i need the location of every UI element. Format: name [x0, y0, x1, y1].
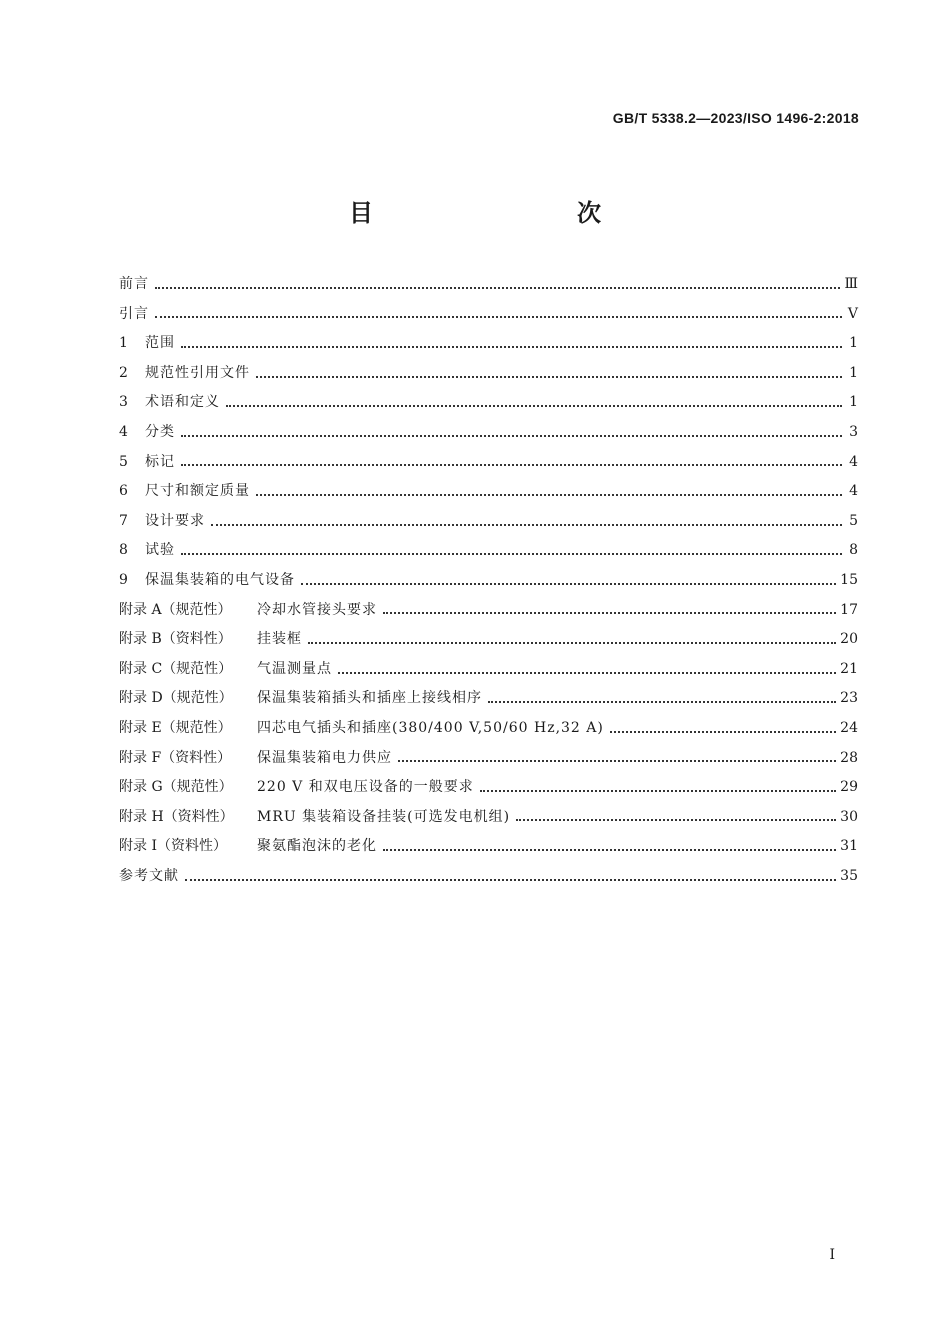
toc-entry-title: 保温集装箱插头和插座上接线相序	[257, 690, 482, 707]
toc-entry-title: 术语和定义	[145, 394, 220, 411]
toc-entry-page: 30	[840, 808, 858, 825]
toc-dot-leader	[516, 810, 836, 824]
toc-dot-leader	[398, 751, 836, 765]
toc-entry[interactable]	[119, 862, 858, 892]
toc-entry[interactable]	[119, 832, 858, 862]
toc-entry-page: 20	[840, 631, 858, 648]
toc-dot-leader	[383, 840, 836, 854]
toc-dot-leader	[181, 455, 842, 469]
toc-entry[interactable]	[119, 359, 858, 389]
toc-entry-number: 8	[119, 542, 128, 559]
toc-entry[interactable]	[119, 744, 858, 774]
toc-entry-appendix-label: 附录 D（规范性）	[119, 690, 233, 707]
toc-entry-page: 4	[849, 483, 858, 500]
toc-dot-leader	[488, 692, 836, 706]
toc-entry-number: 5	[119, 453, 128, 470]
toc-entry[interactable]	[119, 596, 858, 626]
toc-dot-leader	[338, 663, 836, 677]
toc-entry-page: 23	[840, 690, 858, 707]
toc-dot-leader	[226, 396, 842, 410]
toc-entry-number: 7	[119, 512, 128, 529]
toc-dot-leader	[155, 278, 840, 292]
toc-entry-page: 28	[840, 749, 858, 766]
toc-entry-title: 聚氨酯泡沫的老化	[257, 838, 377, 855]
toc-entry-number: 1	[119, 335, 128, 352]
toc-dot-leader	[480, 781, 836, 795]
toc-entry-appendix-label: 附录 G（规范性）	[119, 779, 233, 796]
toc-entry-title: MRU 集装箱设备挂装(可选发电机组)	[257, 808, 511, 825]
table-of-contents	[119, 270, 858, 891]
toc-entry-page: 31	[840, 838, 858, 855]
toc-entry-page: 4	[849, 453, 858, 470]
toc-entry-appendix-label: 附录 A（规范性）	[119, 601, 232, 618]
toc-entry[interactable]	[119, 625, 858, 655]
toc-dot-leader	[610, 722, 836, 736]
toc-entry[interactable]	[119, 714, 858, 744]
toc-entry-number: 6	[119, 483, 128, 500]
toc-entry-page: 3	[849, 423, 858, 440]
toc-entry-title: 气温测量点	[257, 660, 332, 677]
toc-entry-appendix-label: 附录 B（资料性）	[119, 631, 232, 648]
toc-entry-number: 3	[119, 394, 128, 411]
standard-number-header: GB/T 5338.2—2023/ISO 1496-2:2018	[612, 110, 859, 126]
toc-entry-title: 四芯电气插头和插座(380/400 V,50/60 Hz,32 A)	[257, 719, 604, 736]
toc-entry-title: 尺寸和额定质量	[145, 483, 250, 500]
toc-entry[interactable]	[119, 803, 858, 833]
toc-dot-leader	[155, 307, 842, 321]
toc-dot-leader	[181, 337, 842, 351]
toc-entry-title: 规范性引用文件	[145, 364, 250, 381]
toc-entry[interactable]	[119, 270, 858, 300]
toc-entry-title: 保温集装箱电力供应	[257, 749, 392, 766]
toc-entry-page: Ⅲ	[844, 276, 858, 292]
toc-entry[interactable]	[119, 684, 858, 714]
toc-entry[interactable]	[119, 388, 858, 418]
toc-entry-number: 2	[119, 364, 128, 381]
toc-entry-title: 冷却水管接头要求	[257, 601, 377, 618]
toc-entry-page: 35	[840, 867, 858, 884]
toc-entry-page: 21	[840, 660, 858, 677]
toc-entry-title: 保温集装箱的电气设备	[145, 571, 295, 588]
toc-entry[interactable]	[119, 536, 858, 566]
toc-entry-title: 标记	[145, 453, 175, 470]
toc-entry[interactable]	[119, 300, 858, 330]
toc-entry[interactable]	[119, 566, 858, 596]
toc-entry-appendix-label: 附录 I（资料性）	[119, 838, 227, 855]
toc-entry-page: 17	[840, 601, 858, 618]
toc-entry-title: 分类	[145, 423, 175, 440]
toc-entry-appendix-label: 附录 H（资料性）	[119, 808, 234, 825]
toc-dot-leader	[308, 633, 836, 647]
toc-dot-leader	[256, 367, 842, 381]
toc-dot-leader	[256, 485, 842, 499]
toc-dot-leader	[185, 870, 836, 884]
toc-entry-title: 前言	[119, 276, 149, 292]
toc-entry-appendix-label: 附录 F（资料性）	[119, 749, 232, 766]
toc-dot-leader	[181, 544, 842, 558]
toc-dot-leader	[211, 515, 842, 529]
toc-entry-title: 参考文献	[119, 867, 179, 884]
toc-dot-leader	[181, 426, 842, 440]
toc-entry-page: 1	[849, 364, 858, 381]
toc-entry[interactable]	[119, 418, 858, 448]
toc-entry-title: 挂装框	[257, 631, 302, 648]
toc-entry-appendix-label: 附录 C（规范性）	[119, 660, 233, 677]
toc-entry[interactable]	[119, 329, 858, 359]
toc-entry[interactable]	[119, 477, 858, 507]
toc-entry[interactable]	[119, 507, 858, 537]
toc-entry-page: 1	[849, 394, 858, 411]
toc-entry[interactable]	[119, 448, 858, 478]
toc-entry-page: 24	[840, 719, 858, 736]
toc-entry-page: Ⅴ	[847, 305, 858, 322]
toc-entry[interactable]	[119, 655, 858, 685]
toc-entry-number: 9	[119, 571, 128, 588]
toc-entry-title: 220 V 和双电压设备的一般要求	[257, 779, 474, 796]
toc-entry-page: 8	[849, 542, 858, 559]
toc-entry-page: 29	[840, 779, 858, 796]
toc-dot-leader	[301, 574, 836, 588]
toc-entry-title: 引言	[119, 305, 149, 322]
toc-entry[interactable]	[119, 773, 858, 803]
toc-entry-page: 1	[849, 335, 858, 352]
toc-entry-title: 设计要求	[145, 512, 205, 529]
toc-entry-number: 4	[119, 423, 128, 440]
toc-dot-leader	[383, 603, 836, 617]
page-title: 目 次	[349, 199, 653, 227]
toc-entry-page: 5	[849, 512, 858, 529]
page-number: I	[829, 1247, 835, 1263]
toc-entry-page: 15	[840, 571, 858, 588]
toc-entry-appendix-label: 附录 E（规范性）	[119, 719, 232, 736]
toc-entry-title: 范围	[145, 335, 175, 352]
toc-entry-title: 试验	[145, 542, 175, 559]
